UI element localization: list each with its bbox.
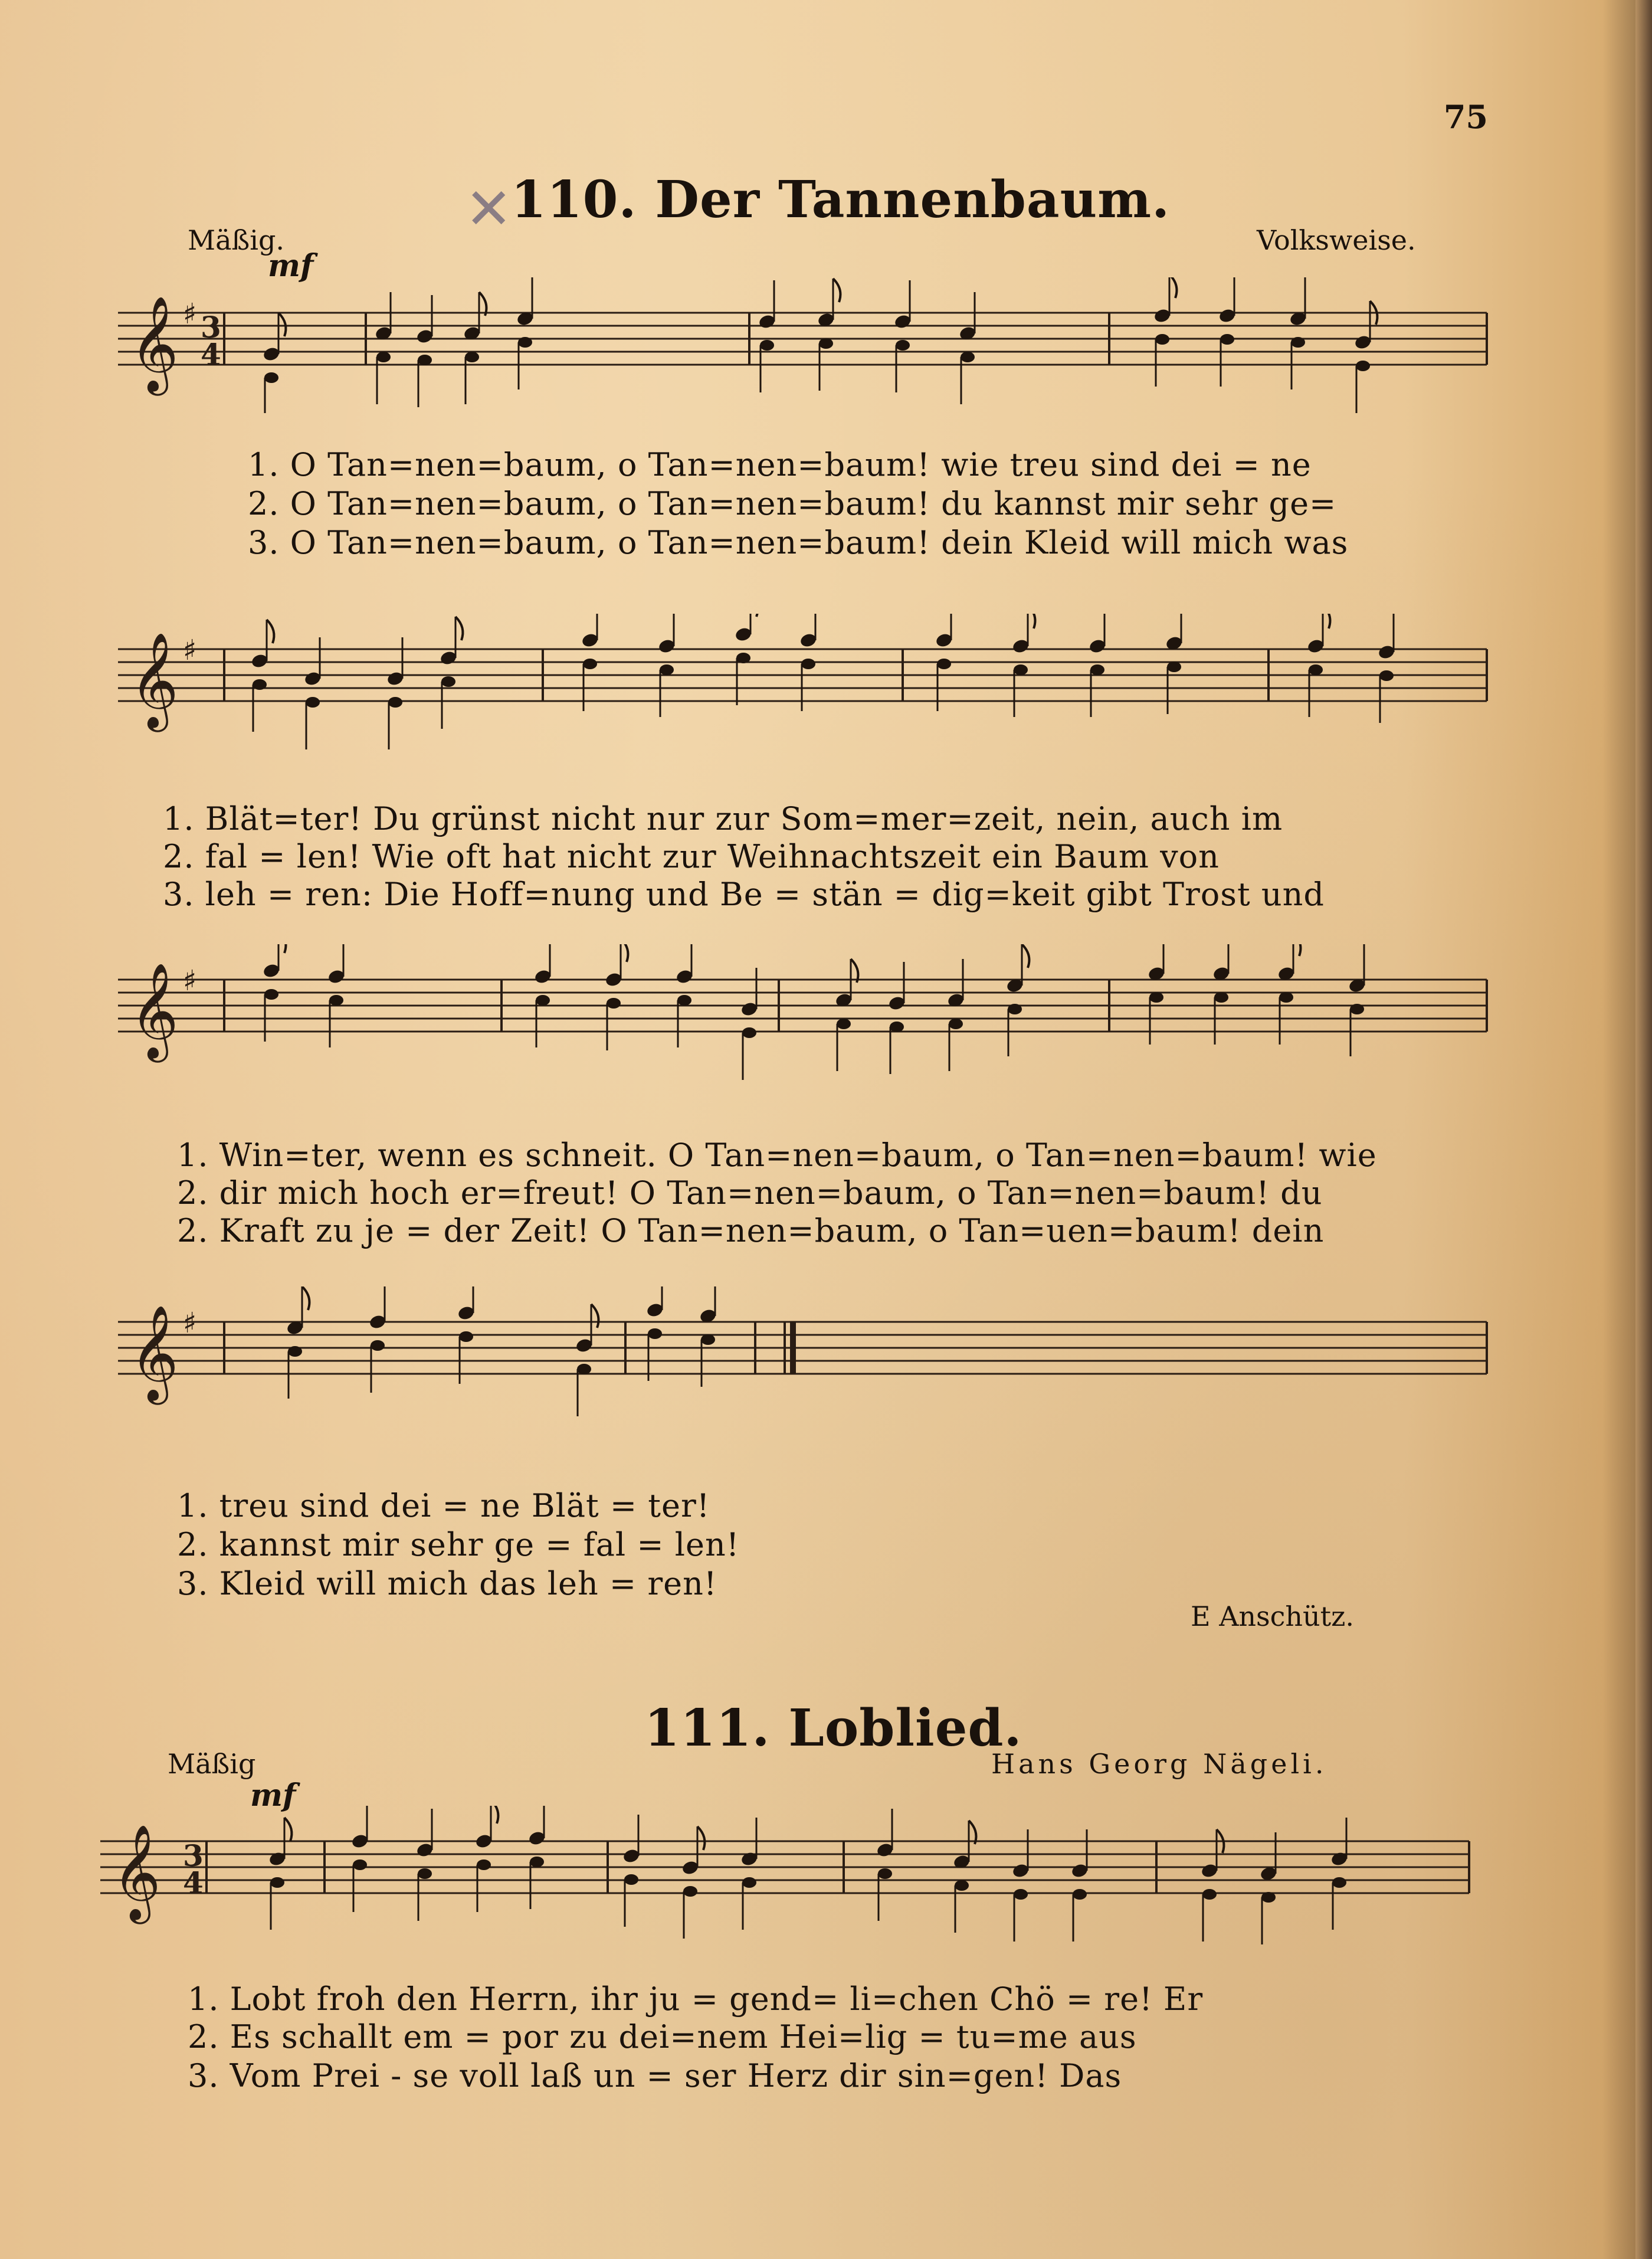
sharp-icon: ♯: [183, 297, 197, 330]
lyric-line: 3. Kleid will mich das leh = ren!: [177, 1565, 717, 1602]
note-flag: [267, 620, 274, 643]
sharp-icon: ♯: [183, 634, 197, 667]
note-head-lower: [742, 1027, 756, 1038]
note-flag: [278, 944, 286, 953]
lyric-line: 3. O Tan=nen=baum, o Tan=nen=baum! dein Kleid will mich was: [248, 524, 1349, 561]
note-head-lower: [1279, 992, 1293, 1003]
staff-notation: [118, 277, 1493, 413]
note-head-lower: [577, 1364, 591, 1374]
lyric-line: 2. fal = len! Wie oft hat nicht zur Weihnachtszeit ein Baum von: [163, 838, 1220, 875]
arranger-credit-110: E Anschütz.: [1191, 1600, 1355, 1632]
music-staff-system-3: [118, 944, 1493, 1092]
lyric-line: 3. leh = ren: Die Hoff=nung und Be = stän = dig=keit gibt Trost und: [163, 876, 1325, 913]
staff-notation: [118, 1286, 1493, 1440]
lyric-line: 1. Blät=ter! Du grünst nicht nur zur Som=mer=zeit, nein, auch im: [163, 800, 1283, 837]
note-head-lower: [536, 995, 550, 1006]
sharp-icon: ♯: [183, 1307, 197, 1340]
lyric-line: 2. kannst mir sehr ge = fal = len!: [177, 1526, 740, 1563]
music-staff-system-5: [100, 1806, 1475, 1959]
lyric-line: 1. treu sind dei = ne Blät = ter!: [177, 1487, 710, 1524]
note-head-lower: [270, 1877, 284, 1888]
note-head-lower: [736, 653, 750, 663]
composer-credit-110: Volksweise.: [1257, 224, 1416, 256]
note-head-lower: [701, 1334, 715, 1345]
note-head-lower: [660, 664, 674, 675]
lyric-line: 2. dir mich hoch er=freut! O Tan=nen=baum, o Tan=nen=baum! du: [177, 1174, 1323, 1212]
note-head-lower: [1149, 992, 1163, 1003]
note-head-lower: [1014, 1889, 1028, 1900]
note-flag: [750, 614, 758, 617]
note-head-lower: [801, 659, 815, 669]
note-head-lower: [306, 697, 320, 708]
note-head-lower: [1008, 1004, 1022, 1014]
dynamic-marking-110: mf: [268, 248, 314, 284]
note-head-lower: [418, 1868, 432, 1879]
note-head-lower: [961, 352, 975, 362]
note-flag: [284, 1818, 291, 1841]
music-staff-system-4: [118, 1286, 1493, 1440]
note-head-lower: [890, 1022, 904, 1032]
note-head-lower: [1167, 662, 1181, 672]
note-head-lower: [264, 372, 278, 383]
treble-clef-icon: 𝄞: [130, 632, 179, 728]
lyric-line: 2. O Tan=nen=baum, o Tan=nen=baum! du kannst mir sehr ge=: [248, 485, 1337, 522]
note-head-lower: [677, 995, 691, 1006]
note-head-lower: [819, 338, 833, 349]
note-head-lower: [1356, 361, 1370, 371]
note-head-lower: [742, 1877, 756, 1888]
staff-notation: [100, 1806, 1475, 1959]
note-flag: [278, 313, 286, 336]
note-head-lower: [353, 1859, 367, 1870]
note-head-lower: [264, 989, 278, 1000]
note-head-lower: [937, 659, 951, 669]
note-head-lower: [896, 340, 910, 351]
note-head-lower: [1291, 337, 1305, 348]
note-flag: [491, 1806, 498, 1823]
song-title-111: 111. Loblied.: [644, 1698, 1022, 1758]
note-flag: [697, 1826, 704, 1850]
sharp-icon: ♯: [183, 964, 197, 997]
time-signature-top: 3: [201, 310, 221, 345]
note-head-lower: [1220, 334, 1234, 345]
lyric-line: 3. Vom Prei - se voll laß un = ser Herz dir sin=gen! Das: [188, 2057, 1122, 2094]
note-head-lower: [459, 1331, 473, 1342]
note-head-lower: [1332, 1877, 1346, 1888]
tempo-marking-110: Mäßig.: [188, 224, 285, 256]
composer-credit-111: Hans Georg Nägeli.: [991, 1748, 1328, 1780]
note-head-lower: [949, 1019, 963, 1029]
note-head-lower: [253, 679, 267, 690]
note-flag: [1022, 944, 1029, 968]
note-head-lower: [1155, 334, 1169, 345]
note-flag: [302, 1286, 309, 1310]
time-signature-bottom: 4: [201, 337, 221, 372]
note-head-lower: [518, 337, 532, 348]
note-head-lower: [288, 1346, 302, 1357]
treble-clef-icon: 𝄞: [112, 1824, 161, 1920]
staff-notation: [118, 614, 1493, 761]
treble-clef-icon: 𝄞: [130, 962, 179, 1059]
time-signature-top: 3: [183, 1838, 204, 1873]
note-head-lower: [329, 995, 343, 1006]
tempo-marking-111: Mäßig: [168, 1748, 256, 1780]
lyric-line: 2. Es schallt em = por zu dei=nem Hei=lig = tu=me aus: [188, 2018, 1137, 2055]
note-head-lower: [624, 1874, 638, 1885]
song-title-110: 110. Der Tannenbaum.: [511, 170, 1171, 230]
note-head-lower: [465, 352, 479, 362]
note-head-lower: [760, 340, 774, 351]
note-head-lower: [1379, 670, 1394, 681]
lyric-line: 1. Win=ter, wenn es schneit. O Tan=nen=baum, o Tan=nen=baum! wie: [177, 1137, 1377, 1174]
note-flag: [455, 617, 463, 640]
dynamic-marking-111: mf: [250, 1777, 296, 1813]
note-flag: [1323, 614, 1330, 628]
note-flag: [1028, 614, 1035, 628]
note-head-lower: [418, 355, 432, 365]
note-head-lower: [683, 1886, 697, 1897]
note-head-lower: [955, 1880, 969, 1891]
note-flag: [591, 1304, 598, 1328]
staff-notation: [118, 944, 1493, 1092]
note-head-lower: [1073, 1889, 1087, 1900]
time-signature-bottom: 4: [183, 1865, 204, 1900]
pencil-x-mark: ✕: [465, 176, 513, 242]
note-head-lower: [376, 352, 391, 362]
note-head-lower: [1090, 664, 1104, 675]
note-flag: [1169, 277, 1176, 298]
note-flag: [833, 279, 840, 302]
note-head-lower: [1202, 1889, 1217, 1900]
note-head-lower: [1014, 664, 1028, 675]
note-head-lower: [388, 697, 402, 708]
page-edge: [1635, 0, 1652, 2259]
note-head-lower: [878, 1868, 892, 1879]
note-head-lower: [1309, 664, 1323, 675]
note-flag: [621, 944, 628, 962]
page-number: 75: [1443, 98, 1488, 136]
lyric-line: 1. Lobt froh den Herrn, ihr ju = gend= li=chen Chö = re! Er: [188, 1980, 1204, 2018]
note-head-lower: [477, 1859, 491, 1870]
music-staff-system-2: [118, 614, 1493, 761]
treble-clef-icon: 𝄞: [130, 1305, 179, 1401]
note-head-lower: [648, 1328, 662, 1339]
music-staff-system-1: [118, 277, 1493, 413]
note-head-lower: [837, 1019, 851, 1029]
note-head-lower: [583, 659, 597, 669]
treble-clef-icon: 𝄞: [130, 296, 179, 392]
note-head-lower: [371, 1340, 385, 1351]
lyric-line: 2. Kraft zu je = der Zeit! O Tan=nen=baum, o Tan=uen=baum! dein: [177, 1212, 1325, 1249]
note-head-lower: [1214, 992, 1228, 1003]
note-head-lower: [530, 1857, 544, 1867]
note-head-lower: [441, 676, 455, 687]
note-head-lower: [607, 998, 621, 1009]
note-flag: [1293, 944, 1300, 956]
note-head-lower: [1350, 1004, 1364, 1014]
note-head-lower: [1261, 1892, 1276, 1903]
lyric-line: 1. O Tan=nen=baum, o Tan=nen=baum! wie treu sind dei = ne: [248, 446, 1312, 483]
